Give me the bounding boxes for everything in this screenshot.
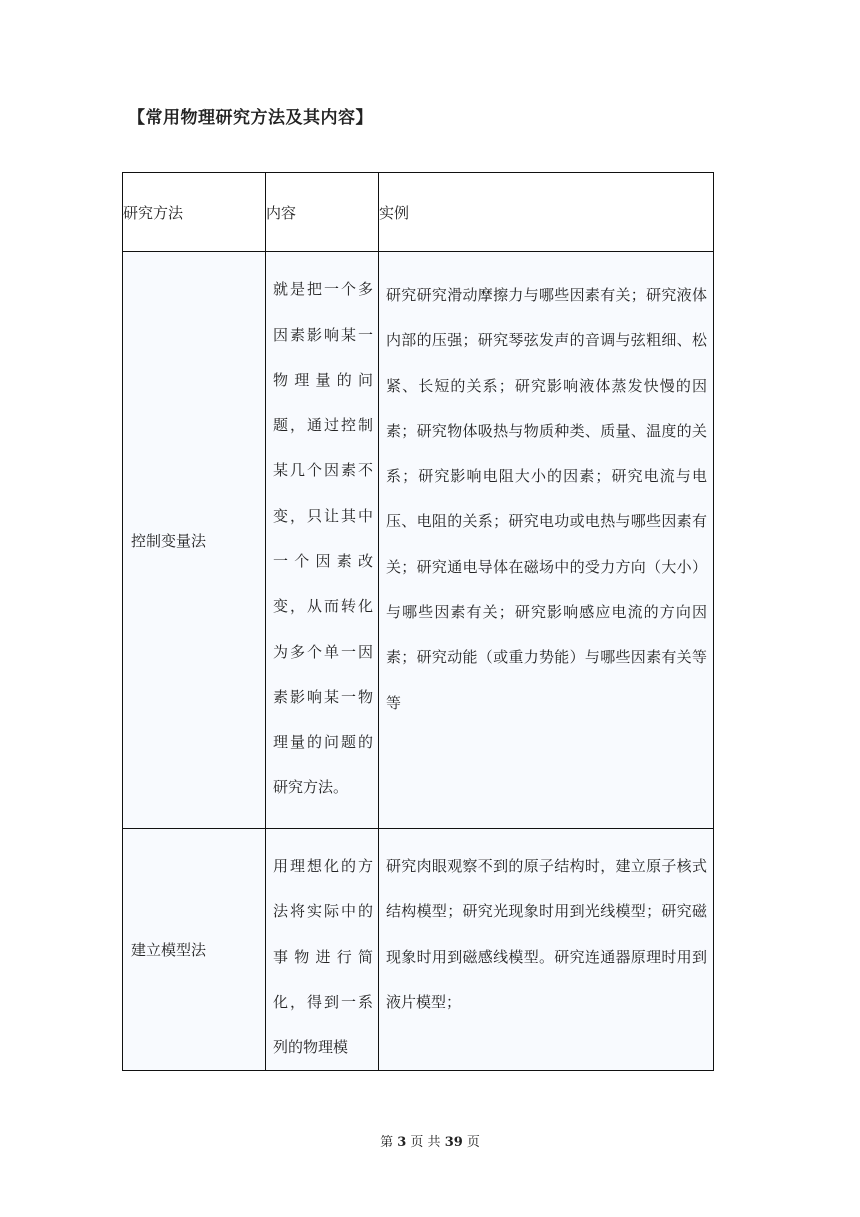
- total-pages: 39: [444, 1135, 463, 1150]
- footer-prefix: 第: [380, 1135, 394, 1150]
- method-example-cell: [379, 252, 714, 829]
- method-content-cell: [266, 829, 379, 1071]
- table-row: [123, 829, 714, 1071]
- method-content: 就是把一个多因素影响某一物理量的问题，通过控制某几个因素不变，只让其中一个因素改变，从而转化为多个单一因素影响某一物理量的问题的研究方法。: [273, 280, 373, 797]
- method-example-cell: [379, 829, 714, 1071]
- footer-mid: 页 共: [410, 1135, 441, 1150]
- method-name: 控制变量法: [123, 252, 266, 829]
- header-content: 内容: [266, 173, 379, 252]
- footer-suffix: 页: [466, 1135, 480, 1150]
- methods-table: [122, 172, 714, 1071]
- method-content: 用理想化的方法将实际中的事物进行简化，得到一系列的物理模: [273, 857, 373, 1057]
- page-title: 【常用物理研究方法及其内容】: [128, 108, 373, 128]
- method-example: 研究肉眼观察不到的原子结构时，建立原子核式结构模型；研究光现象时用到光线模型；研究磁现象时用到磁感线模型。研究连通器原理时用到液片模型；: [386, 857, 707, 1011]
- header-example: 实例: [379, 173, 714, 252]
- method-content-cell: [266, 252, 379, 829]
- method-name: 建立模型法: [123, 829, 266, 1071]
- table-header-row: [123, 173, 714, 252]
- page-footer: [0, 1131, 860, 1150]
- table-row: [123, 252, 714, 829]
- method-example: 研究研究滑动摩擦力与哪些因素有关；研究液体内部的压强；研究琴弦发声的音调与弦粗细、松紧、长短的关系；研究影响液体蒸发快慢的因素；研究物体吸热与物质种类、质量、温度的关系；研究影响电阻大小的因素；研究电流与电压、电阻的关系；研究电功或电热与哪些因素有关；研究通电导体在磁场中的受力方向（大小）与哪些因素有关；研究影响感应电流的方向因素；研究动能（或重力势能）与哪些因素有关等等: [386, 286, 707, 712]
- page-number: 3: [397, 1135, 407, 1150]
- header-method: 研究方法: [123, 173, 266, 252]
